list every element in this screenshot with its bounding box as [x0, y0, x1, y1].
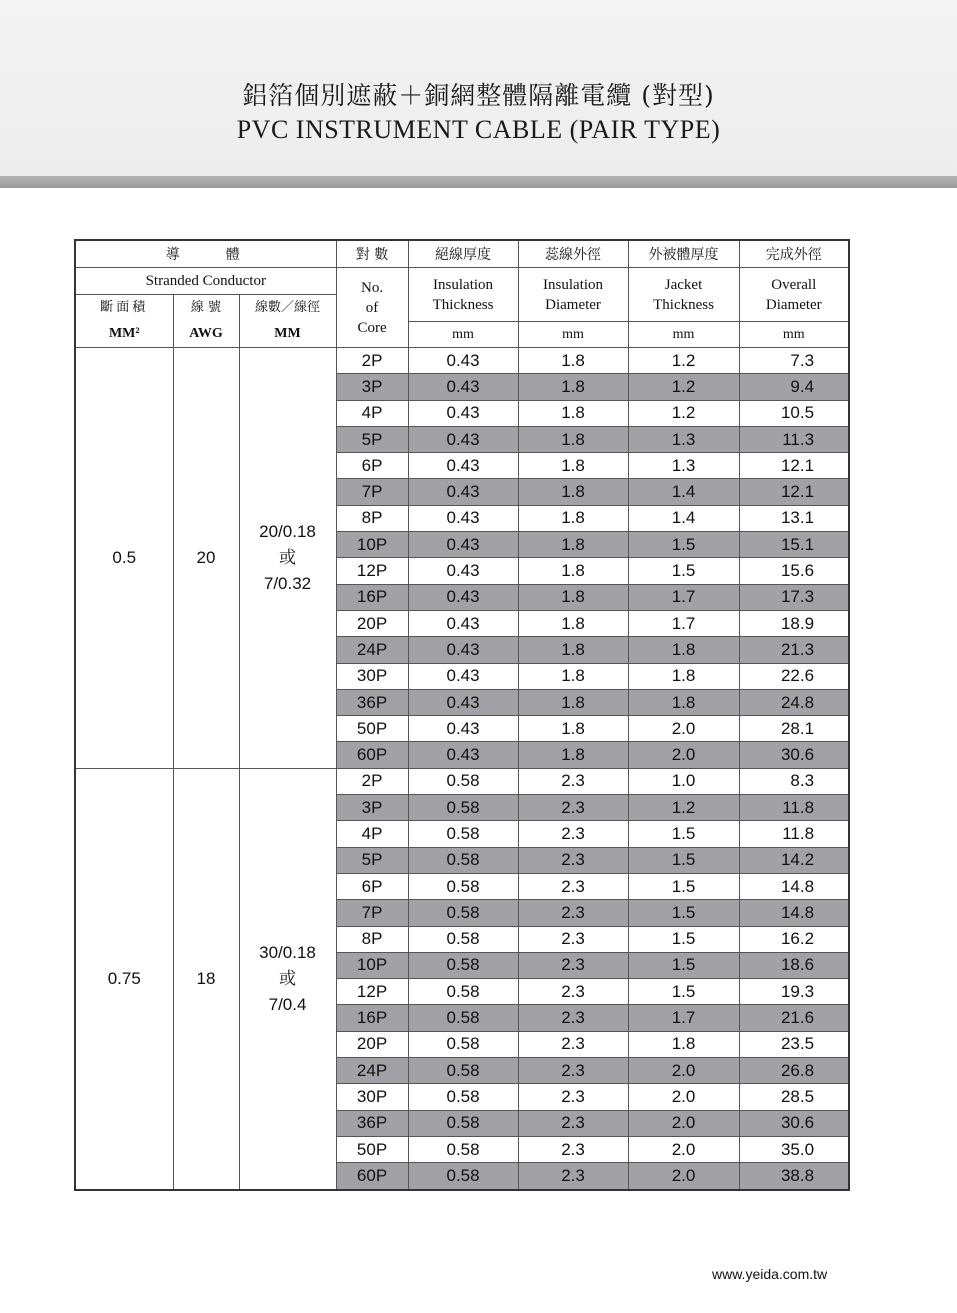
cell-jacket: 2.0 [628, 1110, 739, 1136]
cell-overall: 19.3 [739, 979, 849, 1005]
cell-ins-thk: 0.58 [408, 768, 518, 794]
cell-ins-thk: 0.58 [408, 952, 518, 978]
cell-ins-thk: 0.58 [408, 873, 518, 899]
cell-jacket: 1.5 [628, 558, 739, 584]
cell-ins-dia: 2.3 [518, 873, 628, 899]
cell-jacket: 2.0 [628, 1163, 739, 1190]
cell-ins-dia: 1.8 [518, 689, 628, 715]
title-chinese: 鋁箔個別遮蔽＋銅網整體隔離電纜 (對型) [242, 81, 715, 110]
header-ins-thk-en-line1: Insulation [433, 276, 494, 293]
cell-ins-dia: 1.8 [518, 637, 628, 663]
cell-ins-thk: 0.58 [408, 1084, 518, 1110]
header-overall-en [739, 268, 849, 322]
cell-ins-thk: 0.58 [408, 795, 518, 821]
title-english: PVC INSTRUMENT CABLE (PAIR TYPE) [236, 115, 721, 144]
cell-jacket: 1.5 [628, 926, 739, 952]
cell-ins-thk: 0.43 [408, 663, 518, 689]
cell-overall: 24.8 [739, 689, 849, 715]
strand-strand-1: 20/0.18 [259, 521, 316, 541]
cell-core: 12P [336, 979, 408, 1005]
header-jacket-en-line1: Jacket [664, 276, 703, 293]
cell-core: 36P [336, 1110, 408, 1136]
table-row [75, 768, 849, 794]
header-conductor-zh: 導 體 [75, 240, 336, 268]
cell-overall: 30.6 [739, 1110, 849, 1136]
header-jacket-en [628, 268, 739, 322]
cell-ins-thk: 0.58 [408, 979, 518, 1005]
header-ins-dia-en-line2: Diameter [545, 296, 601, 313]
cell-ins-dia: 2.3 [518, 1031, 628, 1057]
cell-core: 8P [336, 926, 408, 952]
cell-area: 0.5 [75, 348, 173, 769]
cell-jacket: 1.4 [628, 505, 739, 531]
cell-overall: 15.6 [739, 558, 849, 584]
cell-ins-thk: 0.58 [408, 847, 518, 873]
cell-ins-thk: 0.43 [408, 689, 518, 715]
cell-ins-thk: 0.43 [408, 532, 518, 558]
unit-ins-dia: mm [518, 322, 628, 348]
cell-overall: 13.1 [739, 505, 849, 531]
strand-strand-2: 7/0.4 [268, 994, 307, 1014]
cell-core: 5P [336, 426, 408, 452]
cell-overall: 11.8 [739, 795, 849, 821]
cell-area: 0.75 [75, 768, 173, 1189]
cell-ins-dia: 1.8 [518, 742, 628, 768]
cell-overall: 12.1 [739, 479, 849, 505]
cell-ins-dia: 1.8 [518, 374, 628, 400]
cell-overall: 11.3 [739, 426, 849, 452]
header-awg-zh: 線 號 [190, 300, 222, 315]
cell-ins-thk: 0.43 [408, 742, 518, 768]
cell-ins-dia: 1.8 [518, 663, 628, 689]
cell-overall: 9.4 [739, 374, 849, 400]
cell-ins-dia: 1.8 [518, 453, 628, 479]
cell-ins-thk: 0.58 [408, 1163, 518, 1190]
cell-overall: 35.0 [739, 1136, 849, 1162]
cell-jacket: 1.5 [628, 821, 739, 847]
cell-jacket: 1.8 [628, 689, 739, 715]
cell-ins-thk: 0.58 [408, 1031, 518, 1057]
cell-ins-dia: 2.3 [518, 1058, 628, 1084]
cell-core: 6P [336, 453, 408, 479]
cell-ins-thk: 0.43 [408, 637, 518, 663]
cell-jacket: 1.5 [628, 873, 739, 899]
cell-jacket: 1.2 [628, 348, 739, 374]
header-ins-dia-en-line1: Insulation [543, 276, 604, 293]
header-awg-unit: AWG [189, 326, 223, 341]
cell-overall: 22.6 [739, 663, 849, 689]
cell-ins-dia: 1.8 [518, 400, 628, 426]
cell-core: 5P [336, 847, 408, 873]
cell-core: 10P [336, 952, 408, 978]
cell-overall: 14.8 [739, 900, 849, 926]
cell-ins-dia: 2.3 [518, 900, 628, 926]
cell-core: 30P [336, 1084, 408, 1110]
cell-overall: 16.2 [739, 926, 849, 952]
cell-jacket: 2.0 [628, 1136, 739, 1162]
cell-ins-thk: 0.43 [408, 400, 518, 426]
cell-ins-dia: 1.8 [518, 716, 628, 742]
cell-core: 6P [336, 873, 408, 899]
cell-overall: 10.5 [739, 400, 849, 426]
cell-jacket: 1.7 [628, 1005, 739, 1031]
cell-jacket: 1.8 [628, 663, 739, 689]
cell-overall: 28.1 [739, 716, 849, 742]
cell-ins-thk: 0.43 [408, 610, 518, 636]
header-ins-thk-zh: 絕線厚度 [408, 240, 518, 268]
header-overall-zh: 完成外徑 [739, 240, 849, 268]
cell-ins-dia: 2.3 [518, 1005, 628, 1031]
cell-strand [239, 768, 336, 1189]
cell-jacket: 1.7 [628, 584, 739, 610]
header-ins-thk-en-line2: Thickness [432, 296, 494, 313]
cell-strand [239, 348, 336, 769]
cell-jacket: 2.0 [628, 742, 739, 768]
cell-ins-thk: 0.43 [408, 453, 518, 479]
cell-overall: 14.2 [739, 847, 849, 873]
cell-awg: 18 [173, 768, 239, 1189]
cell-ins-dia: 1.8 [518, 426, 628, 452]
header-ins-dia-en [518, 268, 628, 322]
cell-overall: 21.3 [739, 637, 849, 663]
cell-core: 24P [336, 637, 408, 663]
unit-ins-thk: mm [408, 322, 518, 348]
cell-ins-dia: 1.8 [518, 584, 628, 610]
cell-ins-dia: 1.8 [518, 610, 628, 636]
cell-jacket: 1.3 [628, 453, 739, 479]
cell-ins-dia: 1.8 [518, 558, 628, 584]
cell-core: 60P [336, 1163, 408, 1190]
cell-core: 20P [336, 1031, 408, 1057]
header-cores-en [336, 268, 408, 348]
cell-ins-thk: 0.58 [408, 1136, 518, 1162]
cell-ins-dia: 2.3 [518, 1136, 628, 1162]
cell-core: 30P [336, 663, 408, 689]
header-area-unit: MM² [108, 326, 140, 341]
cell-overall: 11.8 [739, 821, 849, 847]
cell-jacket: 1.8 [628, 637, 739, 663]
cell-core: 2P [336, 348, 408, 374]
cell-overall: 23.5 [739, 1031, 849, 1057]
cell-ins-thk: 0.58 [408, 1110, 518, 1136]
cell-ins-thk: 0.43 [408, 558, 518, 584]
cell-core: 3P [336, 374, 408, 400]
header-strand-zh: 線數／線徑 [255, 300, 321, 315]
header-overall-en-line2: Diameter [765, 296, 822, 313]
cell-overall: 38.8 [739, 1163, 849, 1190]
cell-jacket: 1.0 [628, 768, 739, 794]
cell-core: 4P [336, 821, 408, 847]
cell-overall: 28.5 [739, 1084, 849, 1110]
cell-jacket: 2.0 [628, 1084, 739, 1110]
cell-core: 8P [336, 505, 408, 531]
cell-core: 4P [336, 400, 408, 426]
cell-jacket: 1.7 [628, 610, 739, 636]
cell-overall: 30.6 [739, 742, 849, 768]
cell-overall: 8.3 [739, 768, 849, 794]
cell-jacket: 1.2 [628, 795, 739, 821]
cell-ins-dia: 2.3 [518, 821, 628, 847]
cell-ins-dia: 2.3 [518, 1110, 628, 1136]
cell-overall: 7.3 [739, 348, 849, 374]
cell-ins-dia: 2.3 [518, 926, 628, 952]
cell-ins-thk: 0.43 [408, 716, 518, 742]
header-cores-en-line3: Core [357, 319, 387, 336]
cell-jacket: 1.5 [628, 952, 739, 978]
cell-jacket: 2.0 [628, 1058, 739, 1084]
cell-ins-dia: 2.3 [518, 1163, 628, 1190]
header-jacket-en-line2: Thickness [653, 296, 714, 313]
cell-jacket: 1.5 [628, 847, 739, 873]
cell-core: 24P [336, 1058, 408, 1084]
cell-overall: 14.8 [739, 873, 849, 899]
cell-ins-dia: 2.3 [518, 795, 628, 821]
cell-jacket: 1.2 [628, 400, 739, 426]
header-cores-en-line2: of [365, 299, 379, 316]
cell-ins-thk: 0.58 [408, 1005, 518, 1031]
cell-jacket: 1.8 [628, 1031, 739, 1057]
cell-ins-thk: 0.58 [408, 1058, 518, 1084]
cell-jacket: 1.4 [628, 479, 739, 505]
cell-overall: 26.8 [739, 1058, 849, 1084]
strand-strand-or: 或 [279, 968, 297, 989]
cell-ins-thk: 0.43 [408, 505, 518, 531]
cell-core: 7P [336, 900, 408, 926]
strand-strand-1: 30/0.18 [259, 942, 316, 962]
cell-jacket: 1.3 [628, 426, 739, 452]
cell-core: 3P [336, 795, 408, 821]
cell-jacket: 1.2 [628, 374, 739, 400]
strand-strand-2: 7/0.32 [263, 573, 312, 593]
cell-core: 7P [336, 479, 408, 505]
cell-overall: 17.3 [739, 584, 849, 610]
cell-core: 16P [336, 584, 408, 610]
cell-core: 20P [336, 610, 408, 636]
header-cores-zh: 對 數 [336, 240, 408, 268]
header-conductor-en: Stranded Conductor [75, 268, 336, 295]
cell-ins-thk: 0.43 [408, 479, 518, 505]
cell-ins-thk: 0.43 [408, 426, 518, 452]
cell-ins-dia: 2.3 [518, 979, 628, 1005]
table-row [75, 348, 849, 374]
cell-ins-dia: 2.3 [518, 952, 628, 978]
cell-overall: 12.1 [739, 453, 849, 479]
cell-core: 36P [336, 689, 408, 715]
cell-core: 2P [336, 768, 408, 794]
website-url: www.yeida.com.tw [712, 1266, 828, 1282]
cell-core: 12P [336, 558, 408, 584]
header-cores-en-line1: No. [360, 279, 384, 296]
header-ins-thk-en [408, 268, 518, 322]
unit-jacket: mm [628, 322, 739, 348]
cell-ins-dia: 1.8 [518, 348, 628, 374]
cell-core: 50P [336, 716, 408, 742]
header-strand-unit: MM [274, 326, 301, 341]
header-ins-dia-zh: 蕊線外徑 [518, 240, 628, 268]
cell-ins-thk: 0.43 [408, 348, 518, 374]
cell-ins-thk: 0.43 [408, 374, 518, 400]
header-area [75, 295, 173, 348]
cell-ins-dia: 2.3 [518, 1084, 628, 1110]
cell-core: 16P [336, 1005, 408, 1031]
cell-jacket: 2.0 [628, 716, 739, 742]
header-jacket-zh: 外被體厚度 [628, 240, 739, 268]
cell-awg: 20 [173, 348, 239, 769]
cell-ins-dia: 1.8 [518, 479, 628, 505]
cell-ins-thk: 0.58 [408, 926, 518, 952]
cell-jacket: 1.5 [628, 532, 739, 558]
cell-jacket: 1.5 [628, 979, 739, 1005]
header-area-zh: 斷面積 [100, 300, 149, 315]
cell-jacket: 1.5 [628, 900, 739, 926]
header-overall-en-line1: Overall [771, 276, 817, 293]
strand-strand-or: 或 [279, 547, 297, 568]
cell-core: 10P [336, 532, 408, 558]
cell-overall: 18.6 [739, 952, 849, 978]
cell-overall: 21.6 [739, 1005, 849, 1031]
cell-ins-thk: 0.58 [408, 821, 518, 847]
cell-ins-thk: 0.58 [408, 900, 518, 926]
cell-ins-thk: 0.43 [408, 584, 518, 610]
cell-ins-dia: 1.8 [518, 532, 628, 558]
cell-ins-dia: 1.8 [518, 505, 628, 531]
cell-core: 50P [336, 1136, 408, 1162]
spec-table [74, 239, 850, 1191]
header-strand [239, 295, 336, 348]
cell-ins-dia: 2.3 [518, 768, 628, 794]
cell-overall: 18.9 [739, 610, 849, 636]
unit-overall: mm [739, 322, 849, 348]
divider-bar [0, 176, 957, 188]
header-awg [173, 295, 239, 348]
cell-ins-dia: 2.3 [518, 847, 628, 873]
cell-core: 60P [336, 742, 408, 768]
cell-overall: 15.1 [739, 532, 849, 558]
